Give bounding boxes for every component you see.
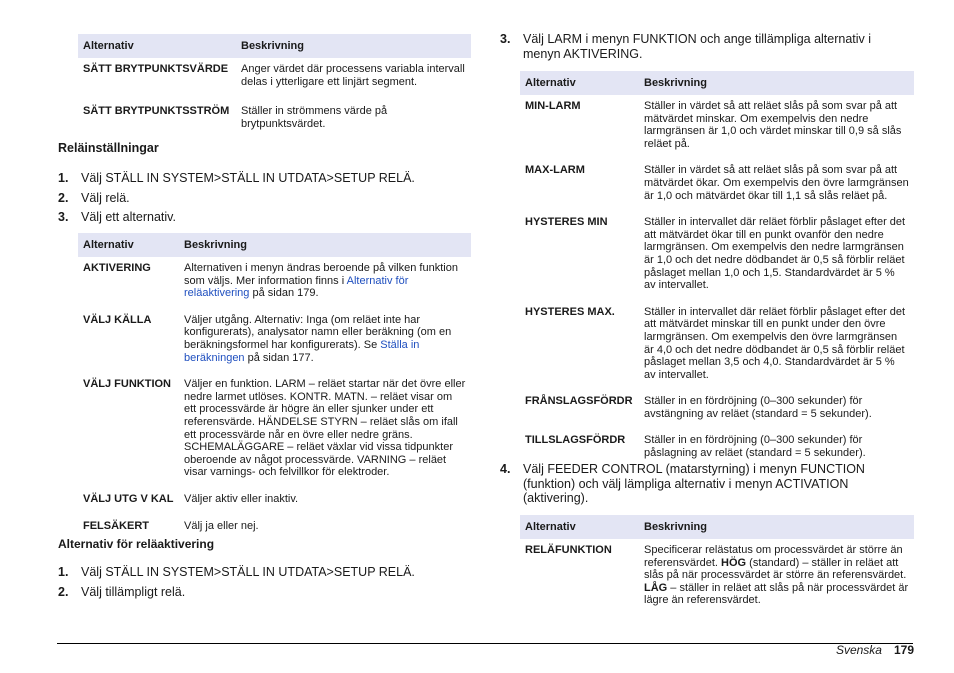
table-row <box>78 309 471 373</box>
page-number: 179 <box>893 643 914 657</box>
option-description: Välj ja eller nej. <box>184 519 259 532</box>
step-text: Välj STÄLL IN SYSTEM>STÄLL IN UTDATA>SETUP RELÄ. <box>81 171 415 185</box>
option-description <box>179 257 471 309</box>
step-text: Välj LARM i menyn FUNKTION och ange tillämpliga alternativ i menyn AKTIVERING. <box>523 32 872 61</box>
list-item <box>58 565 458 580</box>
table-row <box>520 211 914 301</box>
option-description: Ställer in intervallet där reläet förblir påslaget efter det att mätvärdet minskar till en punkt under den övre larmgränsen. Om exempelvis den övre larmgränsen är 4,0 och det nedre dödbandet är 0,5 så förblir reläet påslaget mellan 3,5 och 4,0. Standardvärdet är 5 % av intervallet. <box>644 305 906 381</box>
table-row <box>78 100 471 139</box>
table-feeder-options <box>520 515 914 616</box>
header-beskrivning: Beskrivning <box>639 71 914 95</box>
step-number: 2. <box>58 190 69 205</box>
step-text: Välj tillämpligt relä. <box>81 584 186 599</box>
option-term: FELSÄKERT <box>83 519 149 532</box>
option-term: TILLSLAGSFÖRDR <box>525 434 626 447</box>
option-description <box>639 539 914 616</box>
step-number: 3. <box>500 32 511 46</box>
option-term: RELÄFUNKTION <box>525 544 612 556</box>
table-header-row <box>78 34 471 58</box>
link-relay-activation-options[interactable]: Alternativ för reläaktivering <box>184 274 409 300</box>
option-term: HYSTERES MIN <box>525 216 608 229</box>
step-number: 1. <box>58 565 69 579</box>
step-number: 2. <box>58 584 69 599</box>
step-text: Välj relä. <box>81 190 130 205</box>
option-term: MIN-LARM <box>525 100 581 112</box>
link-setup-calculation[interactable]: Ställa in beräkningen <box>184 338 420 364</box>
table-row <box>520 539 914 616</box>
step-text: Välj STÄLL IN SYSTEM>STÄLL IN UTDATA>SETUP RELÄ. <box>81 565 415 579</box>
header-alternativ: Alternativ <box>78 233 179 257</box>
table-header-row <box>78 233 471 257</box>
list-item <box>58 585 458 600</box>
value-high: HÖG <box>721 556 747 569</box>
description-text: Alternativen i menyn ändras beroende på vilken funktion som väljs. Mer information finns i <box>184 262 458 287</box>
step-number: 3. <box>58 210 69 225</box>
relay-activation-steps <box>58 565 458 604</box>
header-alternativ: Alternativ <box>78 34 236 58</box>
section-heading-relay-activation: Alternativ för reläaktivering <box>58 537 215 551</box>
step-number: 4. <box>500 462 511 476</box>
table-alarm-options <box>520 71 914 469</box>
page-footer <box>836 643 914 657</box>
header-alternativ: Alternativ <box>520 515 639 539</box>
header-alternativ: Alternativ <box>520 71 639 95</box>
option-description: Ställer in intervallet där reläet förblir påslaget efter det att mätvärdet ökar till en punkt ovanför den nedre larmgränsen. Om exempelvis den nedre larmgränsen är 1,0 och det nedre dödbandet är 0,5 så förblir reläet påslaget mellan 1,0 och 1,5. Standardvärdet är 5 % av intervallet. <box>644 216 906 292</box>
description-text: (standard) – ställer in reläet att slås på när processvärdet är större än referensvärdet. <box>644 556 907 582</box>
option-description: Ställer in strömmens värde på brytpunktsvärdet. <box>241 105 388 130</box>
list-item <box>500 462 890 506</box>
option-term: VÄLJ KÄLLA <box>83 313 152 326</box>
option-term: HYSTERES MAX. <box>525 305 615 318</box>
description-text: på sidan 179. <box>249 287 319 300</box>
step-text: Välj FEEDER CONTROL (matarstyrning) i menyn FUNCTION (funktion) och välj lämpliga alternativ i menyn ACTIVATION (aktivering). <box>523 462 865 506</box>
table-row <box>520 390 914 429</box>
section-heading-relay-settings: Reläinställningar <box>58 141 159 155</box>
table-row <box>78 257 471 309</box>
option-term: MAX-LARM <box>525 164 585 177</box>
description-text: – ställer in reläet att slås på när processvärdet är lägre än referensvärdet. <box>644 581 909 607</box>
alarm-step <box>500 32 890 66</box>
table-header-row <box>520 71 914 95</box>
table-header-row <box>520 515 914 539</box>
table-row <box>78 58 471 100</box>
option-term: SÄTT BRYTPUNKTSSTRÖM <box>83 105 230 118</box>
feeder-control-step <box>500 462 890 511</box>
option-description: Väljer en funktion. LARM – reläet startar när det övre eller nedre larmet utlöses. KONTR. MATN. – reläet visar om ett processvärde är högre än eller sjunker under ett referensvärde. HÄNDELSE STYRN – reläet slås om ifall ett processvärde når en övre eller nedre gräns. SCHEMALÄGGARE – reläet växlar vid vissa tidpunkter oberoende av något processvärde. VARNING – reläet visar varnings- och felvillkor för elektroder. <box>184 378 466 479</box>
option-description: Ställer in värdet så att reläet slås på som svar på att mätvärdet ökar. Om exempelvis den övre larmgränsen är 1,0 och mätvärdet ökar till 1,1 så slås reläet på. <box>644 164 909 202</box>
description-text: på sidan 177. <box>244 351 314 364</box>
table-row <box>78 488 471 515</box>
step-number: 1. <box>58 171 69 185</box>
header-beskrivning: Beskrivning <box>179 233 471 257</box>
option-description <box>179 309 471 373</box>
description-text: Specificerar relästatus om processvärdet är större än referensvärdet. <box>644 544 903 569</box>
table-row <box>520 159 914 211</box>
list-item <box>58 210 458 225</box>
table-row <box>78 373 471 488</box>
option-description: Väljer aktiv eller inaktiv. <box>184 492 299 505</box>
list-item <box>58 171 458 186</box>
relay-settings-steps <box>58 171 458 230</box>
option-description: Ställer in en fördröjning (0–300 sekunder) för påslagning av reläet (standard = 5 sekunder). <box>644 434 866 460</box>
option-term: VÄLJ UTG V KAL <box>83 492 174 505</box>
option-description: Ställer in värdet så att reläet slås på som svar på att mätvärdet minskar. Om exempelvis den nedre larmgränsen är 1,0 och värdet minskar till 0,9 så slås reläet på. <box>644 100 902 150</box>
header-beskrivning: Beskrivning <box>639 515 914 539</box>
option-term: SÄTT BRYTPUNKTSVÄRDE <box>83 63 229 75</box>
option-description: Ställer in en fördröjning (0–300 sekunder) för avstängning av reläet (standard = 5 sekunder). <box>644 395 872 420</box>
table-row <box>520 95 914 159</box>
header-beskrivning: Beskrivning <box>236 34 471 58</box>
option-description: Anger värdet där processens variabla intervall delas i ytterligare ett linjärt segment. <box>241 63 465 88</box>
list-item <box>500 32 890 61</box>
table-relay-options <box>78 233 471 541</box>
table-row <box>520 301 914 391</box>
option-term: VÄLJ FUNKTION <box>83 378 171 391</box>
footer-language: Svenska <box>835 643 882 657</box>
value-low: LÅG <box>644 581 668 594</box>
option-term: AKTIVERING <box>83 262 151 274</box>
table-breakpoint-options <box>78 34 471 139</box>
option-term: FRÅNSLAGSFÖRDR <box>525 395 633 408</box>
description-text: Väljer utgång. Alternativ: Inga (om reläet inte har konfigurerats), analysator namn eller beräkning (om en beräkningsformel har konfigurerats). Se <box>184 313 452 351</box>
footer-divider <box>57 643 913 644</box>
step-text: Välj ett alternativ. <box>81 210 176 225</box>
list-item <box>58 191 458 206</box>
